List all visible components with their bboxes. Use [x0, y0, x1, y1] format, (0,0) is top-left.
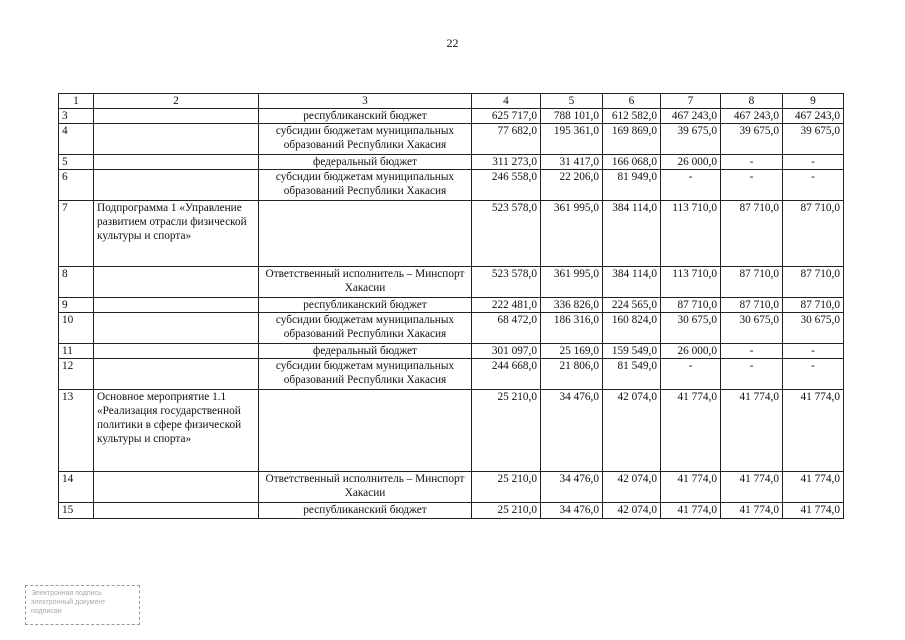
row-number-cell: 8: [59, 267, 94, 298]
amount-cell: 41 774,0: [661, 472, 721, 503]
row-number-cell: 12: [59, 359, 94, 390]
row-number-cell: 3: [59, 109, 94, 124]
amount-cell: 41 774,0: [783, 390, 844, 472]
amount-cell: 41 774,0: [783, 472, 844, 503]
amount-cell: 361 995,0: [541, 201, 603, 267]
amount-cell: 34 476,0: [541, 503, 603, 519]
amount-cell: 113 710,0: [661, 201, 721, 267]
amount-cell: 41 774,0: [783, 503, 844, 519]
amount-cell: 25 210,0: [472, 390, 541, 472]
funding-source-cell: республиканский бюджет: [259, 503, 472, 519]
electronic-signature-stamp: [25, 585, 140, 625]
header-cell: 2: [94, 94, 259, 109]
row-number-cell: 7: [59, 201, 94, 267]
funding-source-cell: [259, 390, 472, 472]
amount-cell: 87 710,0: [783, 201, 844, 267]
amount-cell: 68 472,0: [472, 313, 541, 344]
table-row: [59, 109, 844, 124]
header-cell: 5: [541, 94, 603, 109]
amount-cell: 246 558,0: [472, 170, 541, 201]
amount-cell: 87 710,0: [783, 267, 844, 298]
amount-cell: -: [661, 170, 721, 201]
amount-cell: 30 675,0: [721, 313, 783, 344]
amount-cell: 625 717,0: [472, 109, 541, 124]
amount-cell: 30 675,0: [661, 313, 721, 344]
program-name-cell: [94, 503, 259, 519]
table-row: [59, 390, 844, 472]
header-cell: 1: [59, 94, 94, 109]
budget-table: [58, 93, 844, 519]
amount-cell: 25 169,0: [541, 344, 603, 359]
amount-cell: 166 068,0: [603, 155, 661, 170]
amount-cell: 87 710,0: [783, 298, 844, 313]
amount-cell: 384 114,0: [603, 267, 661, 298]
amount-cell: 195 361,0: [541, 124, 603, 155]
funding-source-cell: Ответственный исполнитель – Минспорт Хакасии: [259, 472, 472, 503]
funding-source-cell: федеральный бюджет: [259, 344, 472, 359]
amount-cell: -: [661, 359, 721, 390]
funding-source-cell: субсидии бюджетам муниципальных образований Республики Хакасия: [259, 124, 472, 155]
table-header-row: [59, 94, 844, 109]
table-row: [59, 344, 844, 359]
amount-cell: 81 549,0: [603, 359, 661, 390]
amount-cell: 25 210,0: [472, 503, 541, 519]
funding-source-cell: республиканский бюджет: [259, 109, 472, 124]
amount-cell: 113 710,0: [661, 267, 721, 298]
amount-cell: 21 806,0: [541, 359, 603, 390]
table-row: [59, 124, 844, 155]
amount-cell: 87 710,0: [721, 267, 783, 298]
row-number-cell: 13: [59, 390, 94, 472]
program-name-cell: [94, 155, 259, 170]
amount-cell: 25 210,0: [472, 472, 541, 503]
amount-cell: -: [721, 344, 783, 359]
amount-cell: 467 243,0: [661, 109, 721, 124]
program-name-cell: [94, 472, 259, 503]
amount-cell: 41 774,0: [661, 390, 721, 472]
program-name-cell: [94, 298, 259, 313]
amount-cell: 81 949,0: [603, 170, 661, 201]
program-name-cell: [94, 170, 259, 201]
program-name-cell: [94, 109, 259, 124]
stamp-line: подписан: [31, 608, 62, 615]
amount-cell: 26 000,0: [661, 344, 721, 359]
amount-cell: 336 826,0: [541, 298, 603, 313]
amount-cell: 467 243,0: [783, 109, 844, 124]
amount-cell: 612 582,0: [603, 109, 661, 124]
amount-cell: 42 074,0: [603, 503, 661, 519]
amount-cell: 160 824,0: [603, 313, 661, 344]
amount-cell: 31 417,0: [541, 155, 603, 170]
amount-cell: 77 682,0: [472, 124, 541, 155]
amount-cell: 87 710,0: [721, 298, 783, 313]
program-name-cell: [94, 313, 259, 344]
amount-cell: -: [783, 359, 844, 390]
header-cell: 9: [783, 94, 844, 109]
funding-source-cell: Ответственный исполнитель – Минспорт Хакасии: [259, 267, 472, 298]
row-number-cell: 10: [59, 313, 94, 344]
table-row: [59, 472, 844, 503]
amount-cell: 41 774,0: [721, 390, 783, 472]
funding-source-cell: [259, 201, 472, 267]
row-number-cell: 4: [59, 124, 94, 155]
amount-cell: -: [721, 359, 783, 390]
amount-cell: 41 774,0: [721, 472, 783, 503]
program-name-cell: [94, 344, 259, 359]
amount-cell: -: [783, 170, 844, 201]
stamp-line: электронный документ: [31, 599, 106, 606]
amount-cell: 87 710,0: [661, 298, 721, 313]
row-number-cell: 14: [59, 472, 94, 503]
row-number-cell: 9: [59, 298, 94, 313]
table-row: [59, 170, 844, 201]
table-row: [59, 359, 844, 390]
amount-cell: 42 074,0: [603, 472, 661, 503]
amount-cell: 311 273,0: [472, 155, 541, 170]
funding-source-cell: федеральный бюджет: [259, 155, 472, 170]
funding-source-cell: субсидии бюджетам муниципальных образований Республики Хакасия: [259, 359, 472, 390]
header-cell: 3: [259, 94, 472, 109]
amount-cell: -: [721, 170, 783, 201]
table-row: [59, 298, 844, 313]
amount-cell: 523 578,0: [472, 201, 541, 267]
amount-cell: 34 476,0: [541, 472, 603, 503]
table-row: [59, 201, 844, 267]
amount-cell: 39 675,0: [661, 124, 721, 155]
table-row: [59, 155, 844, 170]
table-body: [59, 94, 844, 519]
amount-cell: 26 000,0: [661, 155, 721, 170]
funding-source-cell: субсидии бюджетам муниципальных образований Республики Хакасия: [259, 170, 472, 201]
amount-cell: 169 869,0: [603, 124, 661, 155]
program-name-cell: [94, 124, 259, 155]
funding-source-cell: республиканский бюджет: [259, 298, 472, 313]
amount-cell: 34 476,0: [541, 390, 603, 472]
stamp-line: Электронная подпись: [31, 590, 102, 597]
row-number-cell: 6: [59, 170, 94, 201]
row-number-cell: 11: [59, 344, 94, 359]
amount-cell: 224 565,0: [603, 298, 661, 313]
amount-cell: 39 675,0: [783, 124, 844, 155]
amount-cell: 42 074,0: [603, 390, 661, 472]
amount-cell: 467 243,0: [721, 109, 783, 124]
header-cell: 8: [721, 94, 783, 109]
table-row: [59, 313, 844, 344]
amount-cell: 39 675,0: [721, 124, 783, 155]
amount-cell: 30 675,0: [783, 313, 844, 344]
amount-cell: 788 101,0: [541, 109, 603, 124]
amount-cell: 244 668,0: [472, 359, 541, 390]
header-cell: 7: [661, 94, 721, 109]
amount-cell: 222 481,0: [472, 298, 541, 313]
row-number-cell: 15: [59, 503, 94, 519]
amount-cell: 159 549,0: [603, 344, 661, 359]
funding-source-cell: субсидии бюджетам муниципальных образований Республики Хакасия: [259, 313, 472, 344]
program-name-cell: Подпрограмма 1 «Управление развитием отрасли физической культуры и спорта»: [94, 201, 259, 267]
program-name-cell: Основное мероприятие 1.1 «Реализация государственной политики в сфере физической культуры и спорта»: [94, 390, 259, 472]
amount-cell: -: [783, 155, 844, 170]
amount-cell: 523 578,0: [472, 267, 541, 298]
row-number-cell: 5: [59, 155, 94, 170]
header-cell: 4: [472, 94, 541, 109]
table-row: [59, 267, 844, 298]
header-cell: 6: [603, 94, 661, 109]
amount-cell: 384 114,0: [603, 201, 661, 267]
amount-cell: 87 710,0: [721, 201, 783, 267]
table-row: [59, 503, 844, 519]
amount-cell: 41 774,0: [661, 503, 721, 519]
amount-cell: 301 097,0: [472, 344, 541, 359]
amount-cell: 41 774,0: [721, 503, 783, 519]
amount-cell: -: [721, 155, 783, 170]
amount-cell: 186 316,0: [541, 313, 603, 344]
program-name-cell: [94, 267, 259, 298]
amount-cell: 22 206,0: [541, 170, 603, 201]
program-name-cell: [94, 359, 259, 390]
page-number: 22: [446, 36, 459, 50]
amount-cell: 361 995,0: [541, 267, 603, 298]
amount-cell: -: [783, 344, 844, 359]
